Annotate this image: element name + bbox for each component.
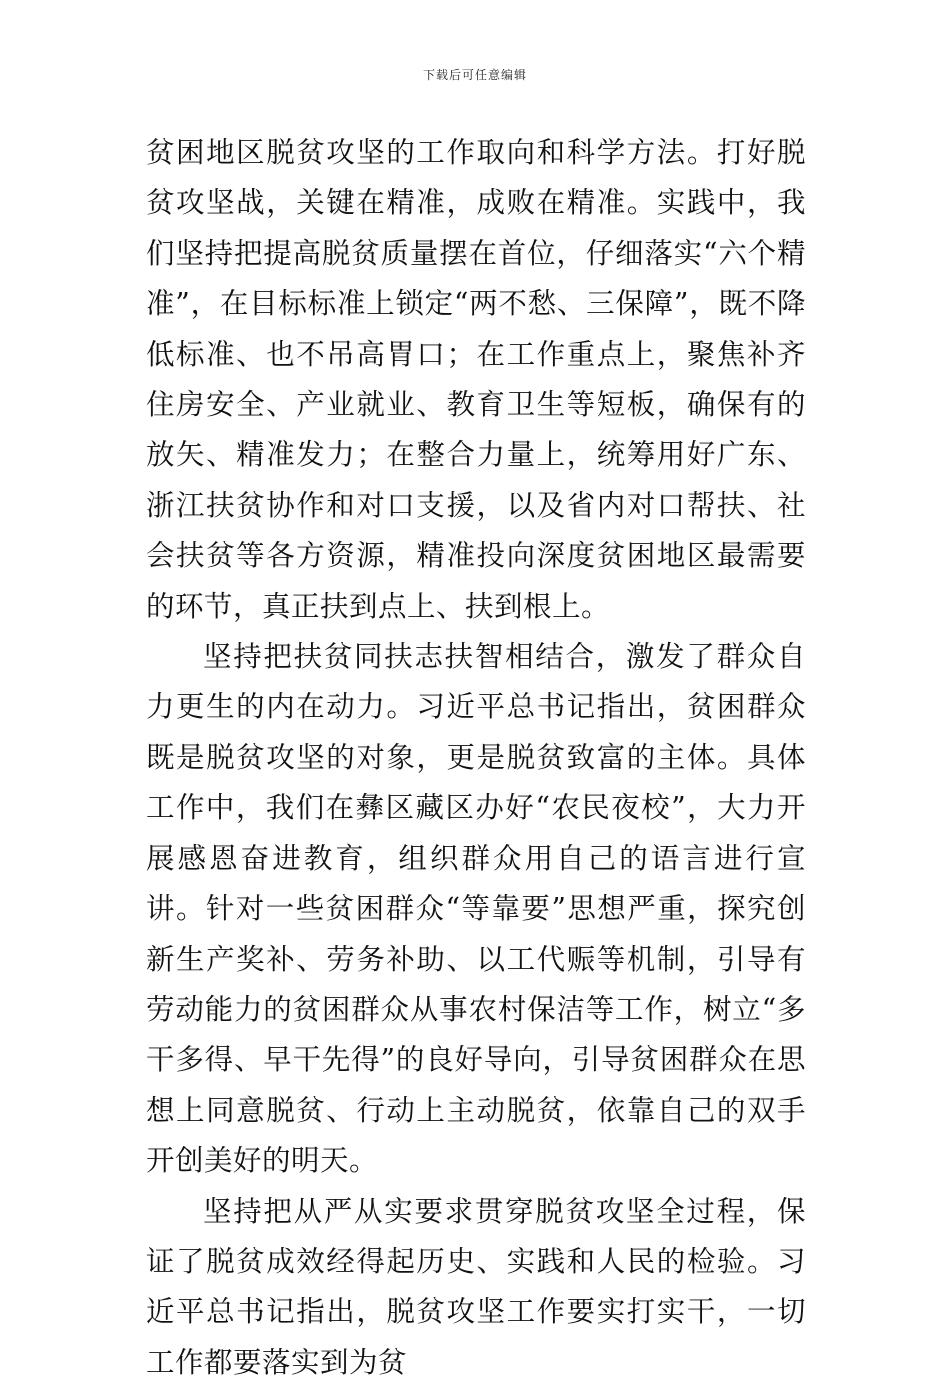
paragraph-3: 坚持把从严从实要求贯穿脱贫攻坚全过程，保证了脱贫成效经得起历史、实践和人民的检验。习近平总书记指出，脱贫攻坚工作要实打实干，一切工作都要落实到为贫 (146, 1194, 806, 1379)
paragraph-2: 坚持把扶贫同扶志扶智相结合，激发了群众自力更生的内在动力。习近平总书记指出，贫困群众既是脱贫攻坚的对象，更是脱贫致富的主体。具体工作中，我们在彝区藏区办好“农民夜校”，大力开展感恩奋进教育，组织群众用自己的语言进行宣讲。针对一些贫困群众“等靠要”思想严重，探究创新生产奖补、劳务补助、以工代赈等机制，引导有劳动能力的贫困群众从事农村保洁等工作，树立“多干多得、早干先得”的良好导向，引导贫困群众在思想上同意脱贫、行动上主动脱贫，依靠自己的双手开创美好的明天。 (146, 640, 806, 1178)
document-body (146, 128, 806, 1388)
paragraph-1: 贫困地区脱贫攻坚的工作取向和科学方法。打好脱贫攻坚战，关键在精准，成败在精准。实践中，我们坚持把提高脱贫质量摆在首位，仔细落实“六个精准”，在目标标准上锁定“两不愁、三保障”，既不降低标准、也不吊高胃口；在工作重点上，聚焦补齐住房安全、产业就业、教育卫生等短板，确保有的放矢、精准发力；在整合力量上，统筹用好广东、浙江扶贫协作和对口支援，以及省内对口帮扶、社会扶贫等各方资源，精准投向深度贫困地区最需要的环节，真正扶到点上、扶到根上。 (146, 136, 806, 623)
page-header-note: 下载后可任意编辑 (422, 68, 527, 82)
